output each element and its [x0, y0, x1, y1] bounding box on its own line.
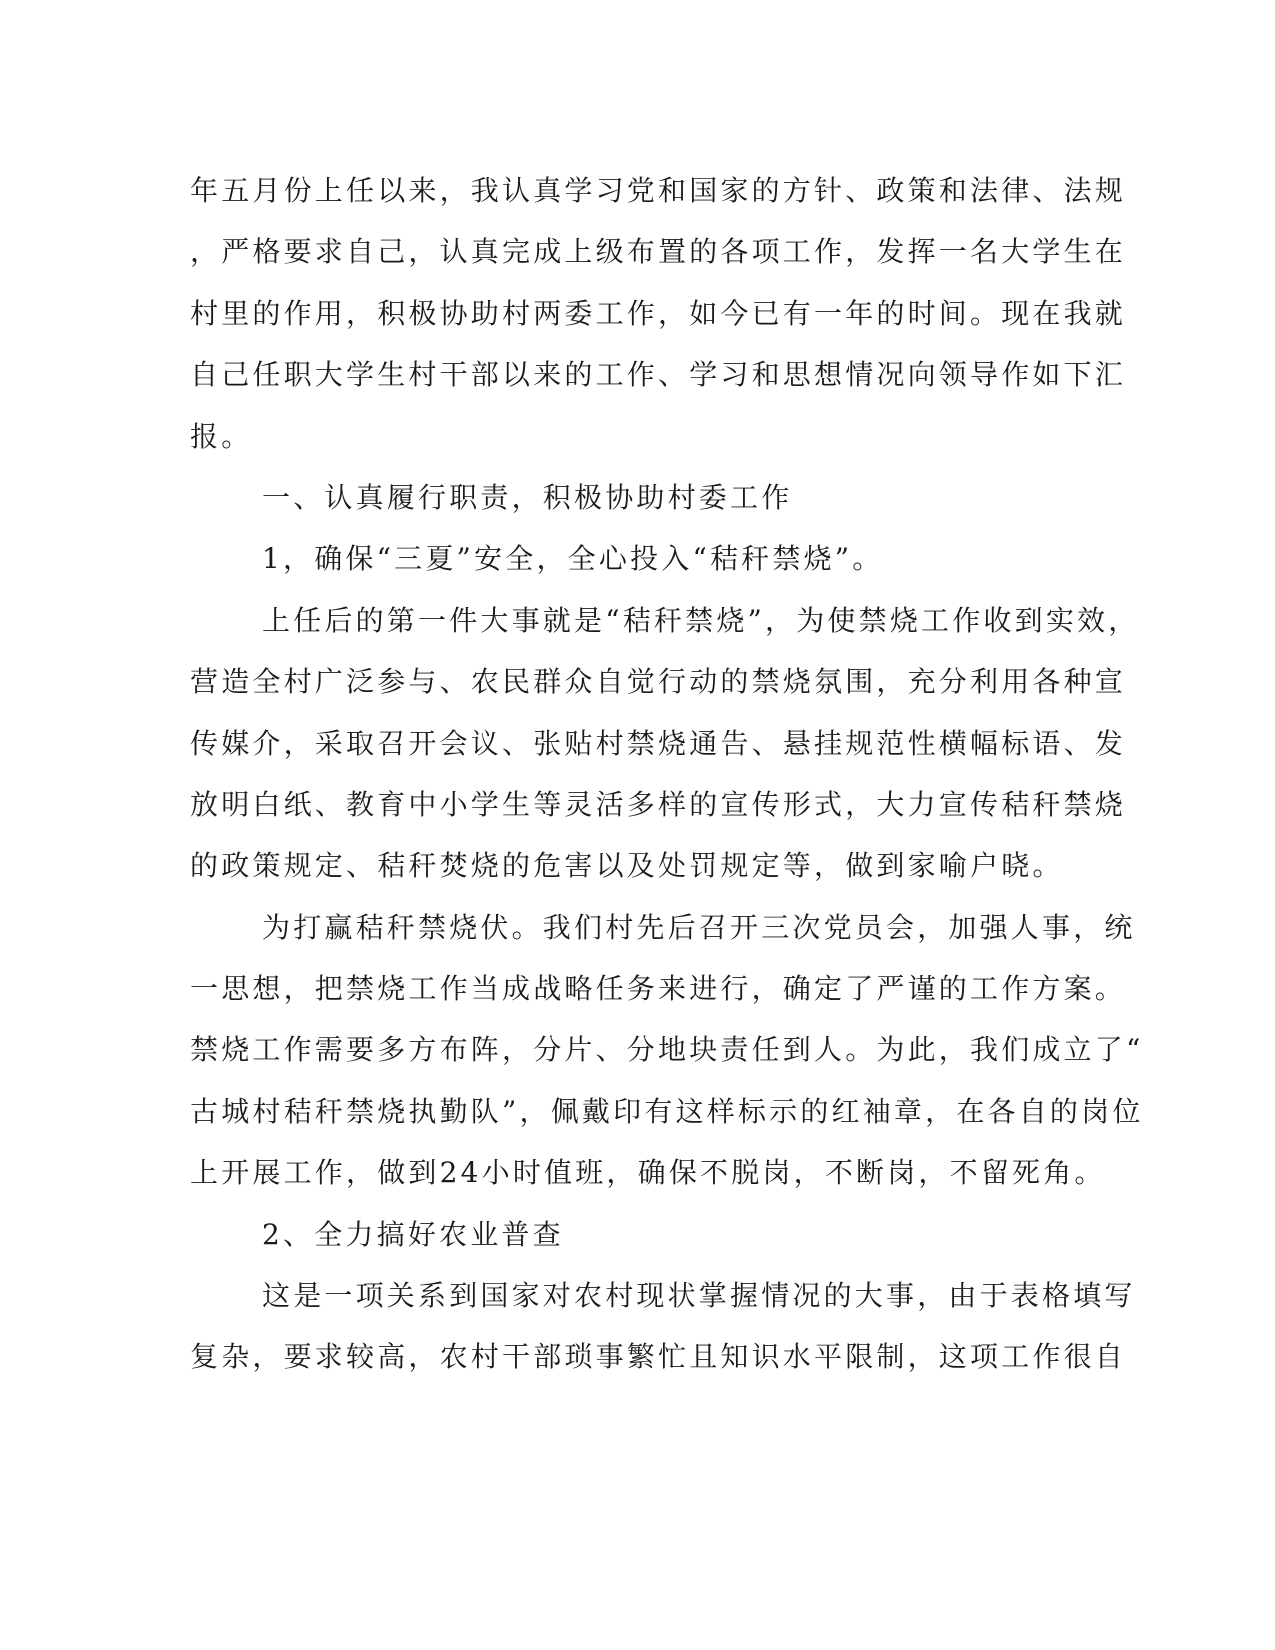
subsection-heading: 1，确保“三夏”安全，全心投入“秸秆禁烧”。 — [262, 542, 884, 576]
text-line: 报。 — [190, 419, 253, 453]
text-line: 古城村秸秆禁烧执勤队”，佩戴印有这样标示的红袖章，在各自的岗位 — [190, 1094, 1144, 1128]
text-line: 上任后的第一件大事就是“秸秆禁烧”，为使禁烧工作收到实效， — [262, 603, 1140, 637]
subsection-heading: 2、全力搞好农业普查 — [262, 1217, 564, 1251]
text-line: 营造全村广泛参与、农民群众自觉行动的禁烧氛围，充分利用各种宣 — [190, 665, 1127, 699]
text-line: 放明白纸、教育中小学生等灵活多样的宣传形式，大力宣传秸秆禁烧 — [190, 787, 1127, 821]
text-line: 的政策规定、秸秆焚烧的危害以及处罚规定等，做到家喻户晓。 — [190, 849, 1064, 883]
text-line: 复杂，要求较高，农村干部琐事繁忙且知识水平限制，这项工作很自 — [190, 1340, 1127, 1374]
text-line: 年五月份上任以来，我认真学习党和国家的方针、政策和法律、法规 — [190, 174, 1127, 207]
text-line: ，严格要求自己，认真完成上级布置的各项工作，发挥一名大学生在 — [190, 235, 1127, 269]
text-line: 自己任职大学生村干部以来的工作、学习和思想情况向领导作如下汇 — [190, 358, 1127, 392]
text-line: 传媒介，采取召开会议、张贴村禁烧通告、悬挂规范性横幅标语、发 — [190, 726, 1127, 760]
text-line: 为打赢秸秆禁烧伏。我们村先后召开三次党员会，加强人事，统 — [262, 910, 1136, 944]
text-line: 一思想，把禁烧工作当成战略任务来进行，确定了严谨的工作方案。 — [190, 972, 1127, 1006]
text-line: 村里的作用，积极协助村两委工作，如今已有一年的时间。现在我就 — [190, 296, 1127, 330]
text-line: 上开展工作，做到24小时值班，确保不脱岗，不断岗，不留死角。 — [190, 1156, 1106, 1190]
text-line: 禁烧工作需要多方布阵，分片、分地块责任到人。为此，我们成立了“ — [190, 1033, 1144, 1067]
text-line: 这是一项关系到国家对农村现状掌握情况的大事，由于表格填写 — [262, 1279, 1136, 1313]
body-text — [190, 160, 1144, 1388]
section-heading: 一、认真履行职责，积极协助村委工作 — [262, 480, 793, 514]
